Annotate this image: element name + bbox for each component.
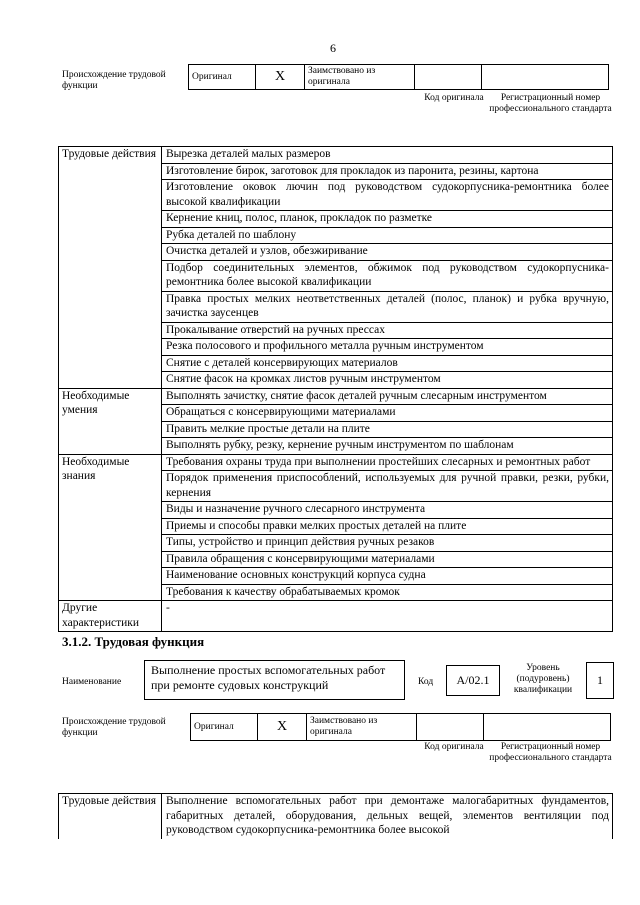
original-mark: X (274, 68, 286, 84)
row-desc: Наименование основных конструкций корпуса судна (162, 568, 613, 585)
code-original-label-2: Код оригинала (424, 742, 484, 752)
table-row (59, 454, 613, 471)
reg-cell (482, 65, 609, 90)
page-number: 6 (330, 41, 336, 55)
row-desc: Обращаться с консервирующими материалами (162, 405, 613, 422)
row-desc: Резка полосового и профильного металла ручным инструментом (162, 339, 613, 356)
row-desc: Требования охраны труда при выполнении простейших слесарных и ремонтных работ (162, 454, 613, 471)
labor-functions-table-2 (58, 793, 613, 839)
code-box (446, 665, 500, 696)
original-cell-2 (191, 714, 258, 741)
row-label: Необходимые умения (59, 388, 162, 454)
function-name: Выполнение простых вспомогательных работ при ремонте судовых конструкций (151, 663, 386, 692)
row-desc: Требования к качеству обрабатываемых кромок (162, 584, 613, 601)
table-row (59, 601, 613, 632)
row-label: Необходимые знания (59, 454, 162, 601)
row-desc: Выполнять рубку, резку, кернение ручным инструментом по шаблонам (162, 438, 613, 455)
code-cell-2 (417, 714, 484, 741)
borrowed-label: Заимствовано из оригинала (308, 66, 376, 87)
code-value: A/02.1 (456, 673, 490, 687)
borrowed-cell (305, 65, 415, 90)
original-label-2: Оригинал (194, 721, 234, 732)
row-desc: Типы, устройство и принцип действия ручных резаков (162, 535, 613, 552)
borrowed-cell-2 (307, 714, 417, 741)
level-label: Уровень (подуровень) квалификации (513, 663, 573, 695)
reg-number-label-2: Регистрационный номер профессионального стандарта (489, 742, 612, 763)
row-desc: Виды и назначение ручного слесарного инструмента (162, 502, 613, 519)
row-desc: - (162, 601, 613, 632)
row-desc: Снятие фасок на кромках листов ручным инструментом (162, 372, 613, 389)
row-desc: Вырезка деталей малых размеров (162, 147, 613, 164)
row-desc: Очистка деталей и узлов, обезжиривание (162, 244, 613, 261)
original-mark-2: X (276, 718, 288, 734)
row-desc: Подбор соединительных элементов, обжимок под руководством судокорпусника-ремонтника более высокой квалификации (162, 260, 613, 291)
reg-number-label: Регистрационный номер профессионального стандарта (489, 93, 612, 114)
row-desc: Снятие с деталей консервирующих материалов (162, 355, 613, 372)
mark-cell (256, 65, 305, 90)
code-cell (415, 65, 482, 90)
level-box (586, 662, 614, 699)
labor-functions-table (58, 146, 613, 632)
row-label: Трудовые действия (59, 147, 162, 389)
row-desc: Выполнять зачистку, снятие фасок деталей ручным слесарным инструментом (162, 388, 613, 405)
name-label: Наименование (62, 677, 122, 687)
row-desc: Рубка деталей по шаблону (162, 227, 613, 244)
row-desc: Изготовление бирок, заготовок для прокладок из паронита, резины, картона (162, 163, 613, 180)
origin-table (188, 64, 609, 90)
level-value: 1 (597, 673, 603, 687)
row-desc: Выполнение вспомогательных работ при демонтаже малогабаритных фундаментов, габаритных деталей, оборудования, дельных вещей, элементов вентиляции под руководством судокорпусника-ремонтника более высокой (162, 794, 613, 839)
row-desc: Правка простых мелких неответственных деталей (полос, планок) и рубка вручную, зачистка заусенцев (162, 291, 613, 322)
row-desc: Порядок применения приспособлений, используемых для ручной правки, резки, рубки, кернения (162, 471, 613, 502)
row-desc: Прокалывание отверстий на ручных прессах (162, 322, 613, 339)
borrowed-label-2: Заимствовано из оригинала (310, 716, 378, 737)
original-cell (189, 65, 256, 90)
row-label: Другие характеристики (59, 601, 162, 632)
origin-label-2: Происхождение трудовой функции (62, 717, 166, 738)
reg-cell-2 (484, 714, 611, 741)
row-desc: Изготовление оковок лючин под руководством судокорпусника-ремонтника более высокой квалификации (162, 180, 613, 211)
section-heading: 3.1.2. Трудовая функция (62, 634, 205, 649)
origin-label: Происхождение трудовой функции (62, 70, 166, 91)
original-label: Оригинал (192, 71, 232, 82)
row-desc: Правила обращения с консервирующими материалами (162, 551, 613, 568)
row-desc: Кернение книц, полос, планок, прокладок по разметке (162, 211, 613, 228)
origin-table-2 (190, 713, 611, 741)
table-row (59, 388, 613, 405)
code-original-label: Код оригинала (424, 93, 484, 103)
row-desc: Приемы и способы правки мелких простых деталей на плите (162, 518, 613, 535)
table-row (59, 147, 613, 164)
code-label: Код (418, 677, 434, 687)
row-label: Трудовые действия (59, 794, 162, 839)
row-desc: Править мелкие простые детали на плите (162, 421, 613, 438)
function-name-box (144, 660, 405, 700)
mark-cell-2 (258, 714, 307, 741)
